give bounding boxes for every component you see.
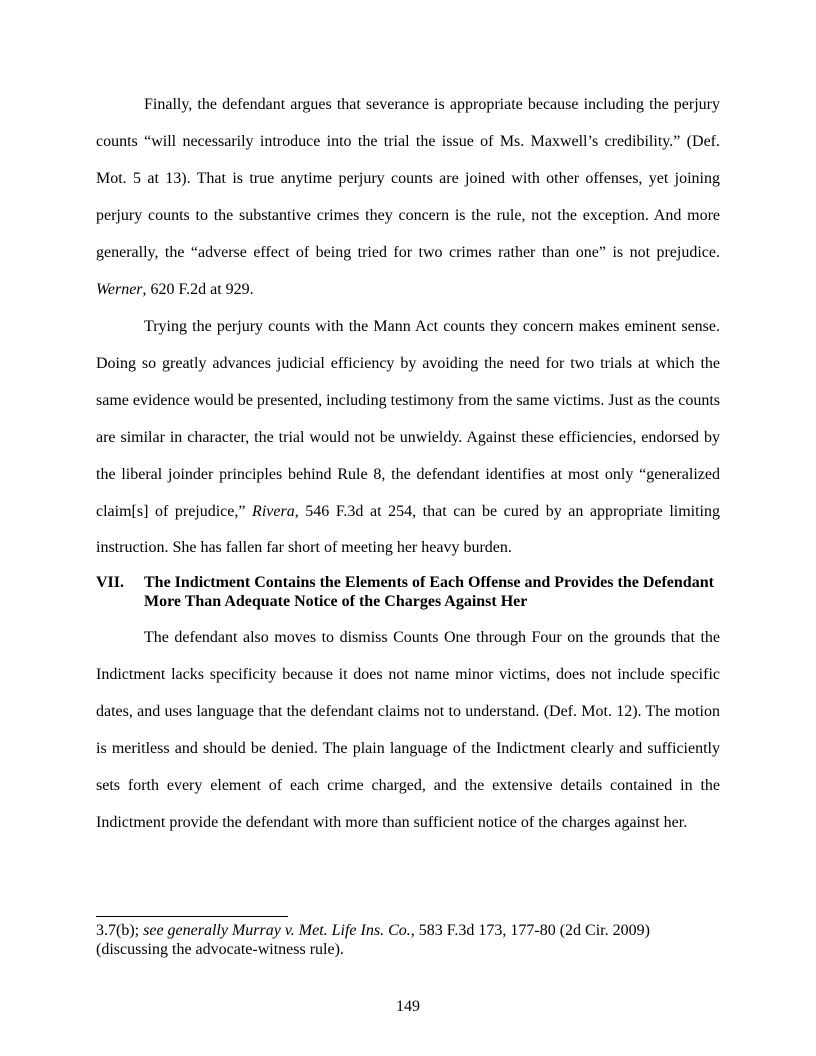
section-heading bbox=[96, 574, 720, 611]
footnote-separator bbox=[96, 916, 288, 917]
paragraph-motion-to-dismiss: The defendant also moves to dismiss Counts One through Four on the grounds that the Indictment lacks specificity because it does not name minor victims, does not include specific dates, and uses language that the defendant claims not to understand. (Def. Mot. 12). The motion is meritless and should be denied. The plain language of the Indictment clearly and sufficiently sets forth every element of each crime charged, and the extensive details contained in the Indictment provide the defendant with more than sufficient notice of the charges against her. bbox=[96, 629, 720, 831]
document-page bbox=[96, 0, 720, 1056]
case-citation: Werner bbox=[96, 280, 143, 298]
section-number: VII. bbox=[96, 574, 125, 591]
paragraph-mann-act-efficiency bbox=[96, 309, 720, 567]
case-citation: Rivera bbox=[252, 502, 295, 520]
footnote-citation: see generally Murray v. Met. Life Ins. Co. bbox=[143, 922, 411, 939]
footnote bbox=[96, 921, 720, 959]
footnote-text: , 583 F.3d 173, 177-80 (2d Cir. 2009) (discussing the advocate-witness rule). bbox=[96, 922, 650, 958]
paragraph-text: Finally, the defendant argues that severance is appropriate because including the perjury counts “will necessarily introduce into the trial the issue of Ms. Maxwell’s credibility.” (Def. Mot. 5 at 13). That is true anytime perjury counts are joined with other offenses, yet joining perjury counts to the substantive crimes they concern is the rule, not the exception. And more generally, the “adverse effect of being tried for two crimes rather than one” is not prejudice. bbox=[96, 96, 720, 261]
page-number: 149 bbox=[396, 998, 420, 1015]
paragraph-text: , 620 F.2d at 929. bbox=[142, 280, 254, 298]
footnote-text: 3.7(b); bbox=[96, 922, 144, 939]
section-title: The Indictment Contains the Elements of Each Offense and Provides the Defendant More Than Adequate Notice of the Charges Against Her bbox=[144, 574, 714, 610]
paragraph-text: Trying the perjury counts with the Mann Act counts they concern makes eminent sense. Doing so greatly advances judicial efficiency by avoiding the need for two trials at which the same evidence would be presented, including testimony from the same victims. Just as the counts are similar in character, the trial would not be unwieldy. Against these efficiencies, endorsed by the liberal joinder principles behind Rule 8, the defendant identifies at most only “generalized claim[s] of prejudice,” bbox=[96, 318, 720, 520]
paragraph-severance-credibility bbox=[96, 87, 720, 308]
paragraph-text: , 546 F.3d at 254, that can be cured by an appropriate limiting instruction. She has fallen far short of meeting her heavy burden. bbox=[96, 502, 720, 557]
